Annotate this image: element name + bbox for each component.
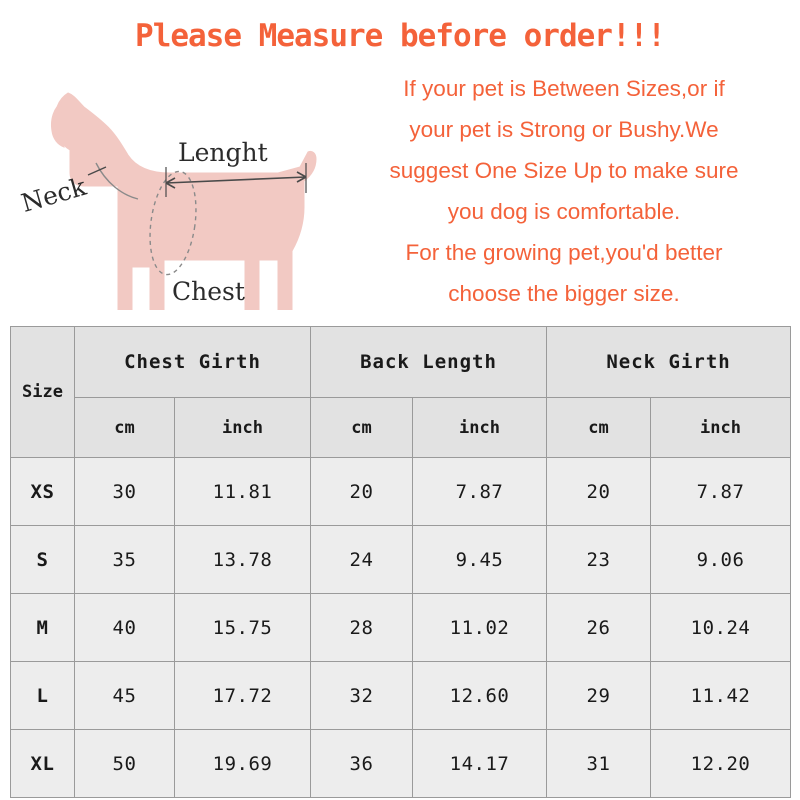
dog-illustration (10, 55, 340, 310)
header-unit: cm (75, 398, 175, 458)
cell-value: 17.72 (175, 662, 311, 730)
cell-value: 14.17 (413, 730, 547, 798)
header-unit: cm (311, 398, 413, 458)
sizing-note (335, 68, 793, 314)
sizing-note-line: If your pet is Between Sizes,or if (403, 76, 725, 101)
cell-value: 45 (75, 662, 175, 730)
sizing-note-line: suggest One Size Up to make sure (389, 158, 739, 183)
sizing-note-line: For the growing pet,you'd better (405, 240, 723, 265)
header-chest-girth: Chest Girth (75, 327, 311, 398)
cell-value: 13.78 (175, 526, 311, 594)
size-table-container (10, 326, 790, 798)
cell-value: 9.45 (413, 526, 547, 594)
header-back-length: Back Length (311, 327, 547, 398)
cell-value: 20 (311, 458, 413, 526)
cell-size: S (11, 526, 75, 594)
sizing-note-line: choose the bigger size. (448, 281, 680, 306)
cell-size: M (11, 594, 75, 662)
cell-value: 20 (547, 458, 651, 526)
cell-value: 15.75 (175, 594, 311, 662)
cell-value: 11.81 (175, 458, 311, 526)
table-header-units (11, 398, 791, 458)
header-unit: inch (651, 398, 791, 458)
cell-value: 24 (311, 526, 413, 594)
cell-value: 12.20 (651, 730, 791, 798)
cell-size: XS (11, 458, 75, 526)
table-row (11, 458, 791, 526)
cell-value: 30 (75, 458, 175, 526)
cell-value: 7.87 (651, 458, 791, 526)
table-row (11, 730, 791, 798)
table-row (11, 526, 791, 594)
cell-value: 35 (75, 526, 175, 594)
cell-value: 36 (311, 730, 413, 798)
cell-value: 11.02 (413, 594, 547, 662)
cell-value: 10.24 (651, 594, 791, 662)
cell-value: 28 (311, 594, 413, 662)
cell-size: L (11, 662, 75, 730)
header-neck-girth: Neck Girth (547, 327, 791, 398)
table-row (11, 662, 791, 730)
cell-value: 50 (75, 730, 175, 798)
cell-value: 32 (311, 662, 413, 730)
page-title: Please Measure before order!!! (135, 18, 665, 54)
table-row (11, 594, 791, 662)
cell-value: 31 (547, 730, 651, 798)
label-neck: Neck (18, 171, 90, 218)
cell-value: 26 (547, 594, 651, 662)
cell-value: 19.69 (175, 730, 311, 798)
header-unit: cm (547, 398, 651, 458)
cell-value: 9.06 (651, 526, 791, 594)
cell-size: XL (11, 730, 75, 798)
label-length: Lenght (178, 138, 268, 167)
cell-value: 23 (547, 526, 651, 594)
size-table (10, 326, 791, 798)
cell-value: 7.87 (413, 458, 547, 526)
cell-value: 40 (75, 594, 175, 662)
cell-value: 12.60 (413, 662, 547, 730)
header-unit: inch (175, 398, 311, 458)
sizing-note-line: you dog is comfortable. (447, 199, 681, 224)
cell-value: 29 (547, 662, 651, 730)
header-size: Size (11, 327, 75, 458)
table-header-groups (11, 327, 791, 398)
sizing-note-line: your pet is Strong or Bushy.We (409, 117, 719, 142)
header-unit: inch (413, 398, 547, 458)
cell-value: 11.42 (651, 662, 791, 730)
label-chest: Chest (172, 277, 245, 306)
